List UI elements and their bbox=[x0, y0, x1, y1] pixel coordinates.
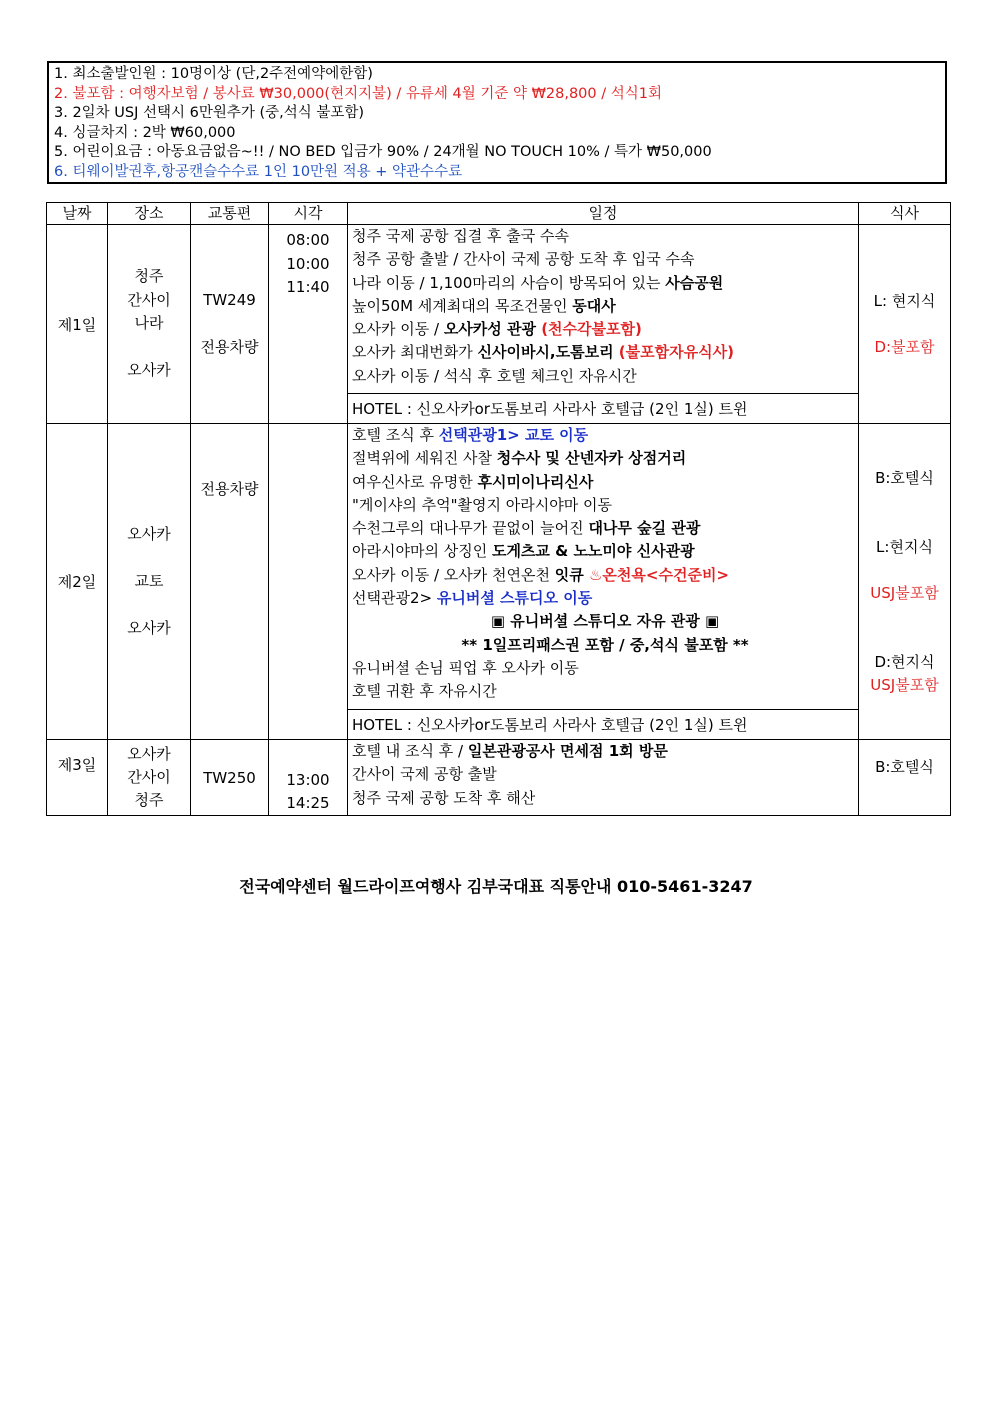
day1-line bbox=[352, 272, 858, 295]
day2-row bbox=[47, 424, 951, 710]
header-itinerary: 일정 bbox=[348, 203, 859, 225]
day2-times bbox=[269, 424, 348, 740]
day1-time: 11:40 bbox=[286, 278, 330, 296]
day1-text: 나라 이동 / 1,100마리의 사슴이 방목되어 있는 bbox=[352, 273, 666, 292]
day3-row bbox=[47, 740, 951, 816]
day1-transport bbox=[191, 225, 269, 424]
day3-time: 14:25 bbox=[286, 794, 330, 812]
note-2: 2. 불포함 : 여행자보험 / 봉사료 ₩30,000(현지지불) / 유류세 4월 기준 약 ₩28,800 / 석식1회 bbox=[54, 85, 662, 102]
day2-line: 호텔 귀환 후 자유시간 bbox=[352, 682, 497, 701]
note-3: 3. 2일차 USJ 선택시 6만원추가 (중,석식 불포함) bbox=[54, 105, 365, 122]
day2-line bbox=[352, 447, 858, 470]
note-5: 5. 어린이요금 : 아동요금없음~!! / NO BED 입금가 90% / 24개월 NO TOUCH 10% / 특가 ₩50,000 bbox=[54, 144, 712, 161]
day3-itinerary bbox=[348, 740, 859, 816]
day2-highlight: 후시미이나리신사 bbox=[477, 472, 594, 491]
day1-time: 08:00 bbox=[286, 231, 330, 249]
day1-text: 오사카 최대번화가 bbox=[352, 343, 478, 362]
day2-highlight: 청수사 및 산넨자카 상점거리 bbox=[496, 449, 687, 468]
footer-contact: 전국예약센터 월드라이프여행사 김부국대표 직통안내 010-5461-3247 bbox=[239, 877, 753, 896]
day1-transport-item: 전용차량 bbox=[200, 337, 259, 356]
day2-transport: 전용차량 bbox=[191, 424, 269, 740]
day2-optional-tour: 유니버셜 스튜디오 이동 bbox=[436, 589, 593, 608]
day1-transport-item: TW249 bbox=[203, 290, 256, 309]
day2-meal-lunch-note: USJ불포함 bbox=[870, 583, 939, 602]
day2-highlight: 도게츠교 & 노노미야 신사관광 bbox=[491, 542, 695, 561]
day1-places bbox=[108, 225, 191, 424]
day2-meal-breakfast: B:호텔식 bbox=[875, 468, 934, 487]
day3-place: 간사이 bbox=[127, 768, 171, 786]
day2-place: 교토 bbox=[134, 572, 164, 590]
day3-transport: TW250 bbox=[191, 740, 269, 816]
notes-box bbox=[47, 61, 947, 184]
day1-meal-dinner: D:불포함 bbox=[874, 337, 935, 356]
day3-text: 호텔 내 조식 후 / bbox=[352, 742, 468, 760]
day1-line: 청주 국제 공항 집결 후 출국 수속 bbox=[352, 227, 569, 245]
day2-highlight: 잇큐 bbox=[554, 565, 584, 584]
day1-itinerary bbox=[348, 225, 859, 394]
day3-line bbox=[352, 740, 858, 763]
day3-highlight: 일본관광공사 면세점 1회 방문 bbox=[467, 742, 668, 760]
day1-label: 제1일 bbox=[47, 225, 108, 424]
day1-place: 나라 bbox=[134, 314, 164, 333]
day1-transport-item bbox=[191, 312, 268, 336]
note-1: 1. 최소출발인원 : 10명이상 (단,2주전예약에한함) bbox=[54, 66, 373, 82]
day2-place: 오사카 bbox=[127, 619, 171, 637]
day3-places bbox=[108, 740, 191, 816]
day2-line: "게이샤의 추억"촬영지 아라시야마 이동 bbox=[352, 495, 612, 514]
day3-place: 오사카 bbox=[127, 745, 171, 763]
day2-place: 오사카 bbox=[127, 525, 171, 543]
header-place: 장소 bbox=[108, 203, 191, 225]
day2-text: 수천그루의 대나무가 끝없이 늘어진 bbox=[352, 519, 589, 538]
day1-line bbox=[352, 341, 858, 364]
day1-text: 오사카 이동 / bbox=[352, 320, 444, 339]
header-transport: 교통편 bbox=[191, 203, 269, 225]
day1-time: 10:00 bbox=[286, 254, 330, 273]
day2-line bbox=[352, 517, 858, 540]
day3-label: 제3일 bbox=[47, 740, 108, 816]
header-date: 날짜 bbox=[47, 203, 108, 225]
day2-line: ▣ 유니버셜 스튜디오 자유 관광 ▣ bbox=[490, 612, 720, 631]
day1-highlight: 동대사 bbox=[572, 296, 616, 315]
day1-times bbox=[269, 225, 348, 424]
day1-line: 청주 공항 출발 / 간사이 국제 공항 도착 후 입국 수속 bbox=[352, 250, 695, 269]
day2-red-note: ♨온천욕<수건준비> bbox=[583, 565, 730, 584]
day2-line bbox=[352, 540, 858, 563]
day2-places bbox=[108, 424, 191, 740]
day1-red-note: (불포함자유식사) bbox=[613, 343, 734, 362]
day2-line: ** 1일프리패스권 포함 / 중,석식 불포함 ** bbox=[461, 635, 749, 654]
day2-line bbox=[352, 471, 858, 494]
schedule-table bbox=[46, 202, 951, 816]
header-meal: 식사 bbox=[859, 203, 951, 225]
day2-text: 절벽위에 세워진 사찰 bbox=[352, 449, 497, 468]
day1-text: 높이50M 세계최대의 목조건물인 bbox=[352, 296, 573, 315]
day2-line bbox=[352, 564, 858, 587]
day1-place: 오사카 bbox=[127, 361, 171, 380]
header-time: 시각 bbox=[269, 203, 348, 225]
day1-place bbox=[108, 336, 190, 360]
day2-line: 유니버셜 손님 픽업 후 오사카 이동 bbox=[352, 658, 579, 677]
day2-text: 선택관광2> bbox=[352, 589, 437, 608]
day2-highlight: 대나무 숲길 관광 bbox=[588, 519, 701, 538]
day2-optional-tour: 선택관광1> 교토 이동 bbox=[438, 426, 589, 444]
day2-line bbox=[352, 424, 858, 447]
day3-times bbox=[269, 740, 348, 816]
day3-meal-breakfast: B:호텔식 bbox=[859, 740, 951, 816]
day2-hotel: HOTEL : 신오사카or도톰보리 사라사 호텔급 (2인 1실) 트윈 bbox=[348, 710, 859, 740]
day1-line bbox=[352, 295, 858, 318]
day2-meal-dinner-note: USJ불포함 bbox=[870, 675, 939, 694]
day2-text: 호텔 조식 후 bbox=[352, 426, 439, 444]
day2-text: 오사카 이동 / 오사카 천연온천 bbox=[352, 565, 555, 584]
day1-highlight: 신사이바시,도톰보리 bbox=[477, 343, 614, 362]
day1-place: 청주 bbox=[134, 267, 164, 286]
day1-highlight: 오사카성 관광 bbox=[443, 320, 536, 339]
day1-red-note: (천수각불포함) bbox=[535, 320, 642, 339]
day1-row bbox=[47, 225, 951, 394]
day1-meals bbox=[859, 225, 951, 424]
day2-text: 여우신사로 유명한 bbox=[352, 472, 478, 491]
day1-meal-lunch: L: 현지식 bbox=[873, 291, 936, 310]
note-6: 6. 티웨이발권후,항공캔슬수수료 1인 10만원 적용 + 약관수수료 bbox=[54, 163, 463, 180]
day2-meal-lunch: L:현지식 bbox=[876, 537, 933, 556]
day3-time: 13:00 bbox=[286, 771, 330, 789]
day2-meals bbox=[859, 424, 951, 740]
day3-line: 간사이 국제 공항 출발 bbox=[352, 765, 497, 784]
day1-hotel: HOTEL : 신오사카or도톰보리 사라사 호텔급 (2인 1실) 트윈 bbox=[348, 394, 859, 424]
table-header-row bbox=[47, 203, 951, 225]
day2-meal-dinner: D:현지식 bbox=[874, 652, 935, 671]
day2-line bbox=[352, 587, 858, 610]
day3-line: 청주 국제 공항 도착 후 해산 bbox=[352, 788, 536, 807]
day1-place: 간사이 bbox=[127, 290, 171, 309]
note-4: 4. 싱글차지 : 2박 ₩60,000 bbox=[54, 124, 236, 141]
day3-place: 청주 bbox=[134, 791, 164, 809]
day1-line bbox=[352, 318, 858, 341]
day2-label: 제2일 bbox=[47, 424, 108, 740]
day1-highlight: 사슴공원 bbox=[665, 273, 724, 292]
day2-itinerary bbox=[348, 424, 859, 710]
day1-line: 오사카 이동 / 석식 후 호텔 체크인 자유시간 bbox=[352, 366, 637, 385]
day2-text: 아라시야마의 상징인 bbox=[352, 542, 492, 561]
